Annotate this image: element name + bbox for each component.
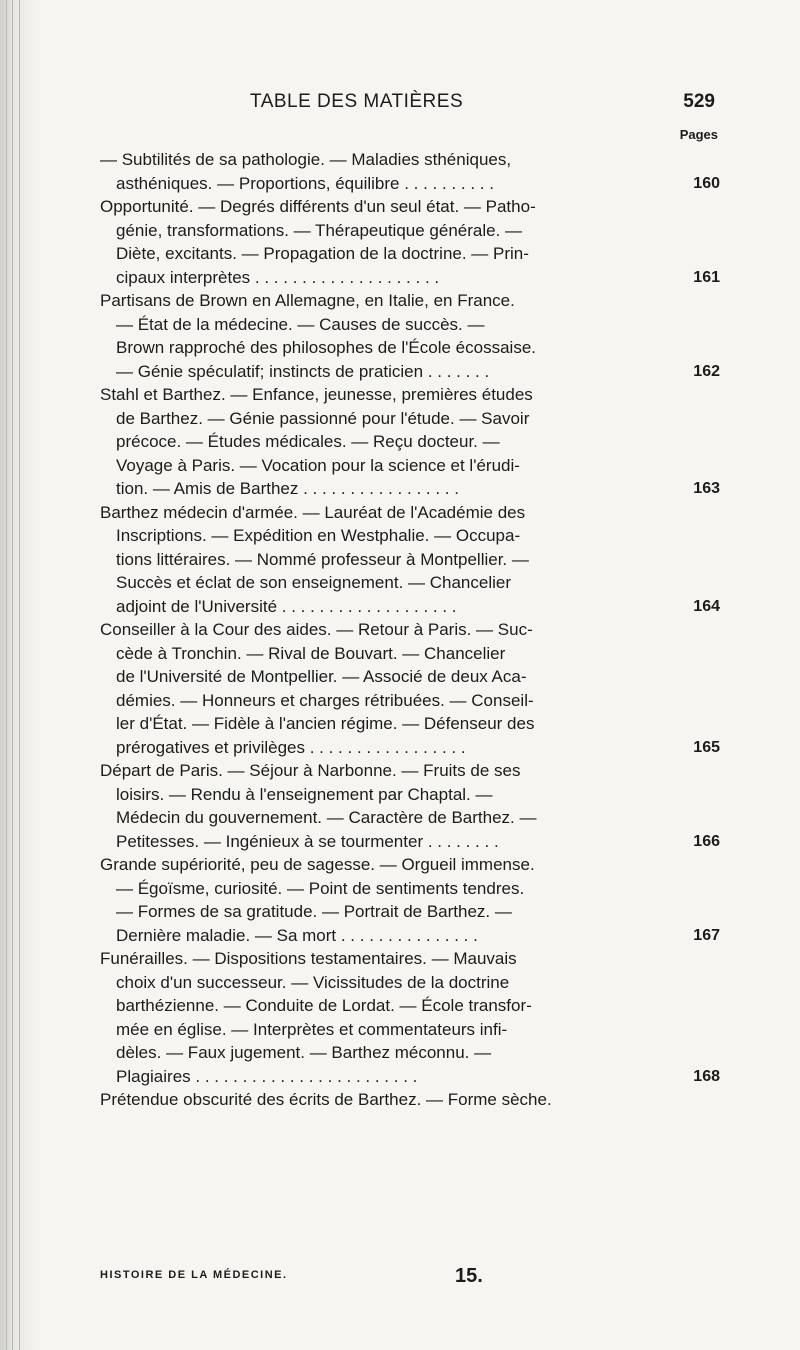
toc-entry-line: Inscriptions. — Expédition en Westphalie. — Occupa- [116, 526, 521, 545]
toc-page-number: 163 [693, 480, 720, 497]
toc-entry [100, 759, 720, 853]
header-page-number: 529 [683, 91, 715, 112]
toc-page-number: 166 [693, 832, 720, 850]
toc-page-number: 167 [693, 926, 720, 944]
toc-entry-line: génie, transformations. — Thérapeutique générale. — [116, 220, 523, 240]
toc-entry-line: Grande supériorité, peu de sagesse. — Orgueil immense. [100, 855, 535, 874]
toc-page-number: 160 [693, 174, 720, 192]
toc-trailing-line: Prétendue obscurité des écrits de Barthez. — Forme sèche. [100, 1090, 552, 1109]
toc-entry-line: cède à Tronchin. — Rival de Bouvart. — Chancelier [116, 643, 506, 663]
toc-page-number: 164 [693, 597, 720, 615]
toc-entry-line: démies. — Honneurs et charges rétribuées. — Conseil- [116, 690, 534, 710]
page-footer [100, 1265, 720, 1295]
page-edge-line [19, 0, 20, 1350]
toc-entry-line: précoce. — Études médicales. — Reçu docteur. — [116, 432, 500, 451]
toc-page-number: 161 [693, 268, 720, 286]
page-edge-line [12, 0, 13, 1350]
table-of-contents [100, 148, 720, 1112]
toc-entry-line: Diète, excitants. — Propagation de la doctrine. — Prin- [116, 244, 529, 263]
toc-entry-line: Départ de Paris. — Séjour à Narbonne. — Fruits de ses [100, 761, 521, 780]
toc-entry-line: Opportunité. — Degrés différents d'un seul état. — Patho- [100, 197, 536, 216]
toc-entry-line: — Génie spéculatif; instincts de praticien . . . . . . . [116, 361, 490, 381]
toc-entry-line: Plagiaires . . . . . . . . . . . . . . . . . . . . . . . . [116, 1066, 418, 1086]
toc-entry-line: — Subtilités de sa pathologie. — Maladies sthéniques, [100, 150, 512, 169]
toc-entry-line: tions littéraires. — Nommé professeur à Montpellier. — [116, 549, 529, 569]
toc-entry-line: Voyage à Paris. — Vocation pour la science et l'érudi- [116, 455, 520, 475]
toc-entry-line: Barthez médecin d'armée. — Lauréat de l'Académie des [100, 502, 526, 522]
toc-entry [100, 618, 720, 759]
toc-entry [100, 947, 720, 1088]
toc-entry-line: tion. — Amis de Barthez . . . . . . . . . . . . . . . . . [116, 479, 459, 498]
toc-entry-line: asthéniques. — Proportions, équilibre . . . . . . . . . . [116, 173, 494, 193]
toc-page-number: 168 [693, 1067, 720, 1085]
toc-entry-line: — État de la médecine. — Causes de succès. — [116, 314, 485, 334]
toc-entry-line: Succès et éclat de son enseignement. — Chancelier [116, 573, 512, 592]
toc-entry-line: de l'Université de Montpellier. — Associé de deux Aca- [116, 667, 527, 686]
toc-entry-line: loisirs. — Rendu à l'enseignement par Chaptal. — [116, 784, 493, 804]
header-title: TABLE DES MATIÈRES [250, 91, 464, 112]
toc-entry-line: — Égoïsme, curiosité. — Point de sentiments tendres. [116, 878, 525, 898]
toc-entry [100, 195, 720, 289]
toc-entry-line: prérogatives et privilèges . . . . . . . . . . . . . . . . . [116, 737, 466, 757]
page-edge-line [6, 0, 7, 1350]
toc-page-number: 162 [693, 362, 720, 380]
toc-entry-line: ler d'État. — Fidèle à l'ancien régime. — Défenseur des [116, 714, 535, 733]
toc-entry-line: — Formes de sa gratitude. — Portrait de Barthez. — [116, 902, 512, 921]
toc-entry-line: Stahl et Barthez. — Enfance, jeunesse, premières études [100, 385, 533, 404]
sheet-number: 15. [455, 1265, 483, 1287]
toc-entry-line: cipaux interprètes . . . . . . . . . . . . . . . . . . . . [116, 267, 440, 287]
toc-entry [100, 289, 720, 383]
toc-entry-line: choix d'un successeur. — Vicissitudes de la doctrine [116, 972, 510, 992]
running-header [100, 91, 715, 121]
pages-column-label: Pages [679, 127, 718, 142]
toc-entry [100, 148, 720, 195]
toc-entry-line: adjoint de l'Université . . . . . . . . . . . . . . . . . . . [116, 596, 457, 616]
toc-entry [100, 383, 720, 501]
toc-entry-line: de Barthez. — Génie passionné pour l'étude. — Savoir [116, 408, 530, 428]
toc-entry [100, 501, 720, 619]
toc-entry-line: Conseiller à la Cour des aides. — Retour à Paris. — Suc- [100, 620, 533, 639]
toc-entry-line: Petitesses. — Ingénieux à se tourmenter . . . . . . . . [116, 831, 499, 851]
toc-entry-line: Partisans de Brown en Allemagne, en Italie, en France. [100, 291, 515, 310]
toc-entry [100, 853, 720, 947]
toc-entry-line: Funérailles. — Dispositions testamentaires. — Mauvais [100, 949, 517, 968]
toc-entry-line: mée en église. — Interprètes et commentateurs infi- [116, 1019, 508, 1039]
toc-entry-line: barthézienne. — Conduite de Lordat. — École transfor- [116, 996, 532, 1015]
toc-page-number: 165 [693, 738, 720, 756]
printer-signature: HISTOIRE DE LA MÉDECINE. [100, 1269, 288, 1281]
toc-entry-line: Dernière maladie. — Sa mort . . . . . . . . . . . . . . . [116, 925, 478, 945]
toc-entry-line: Médecin du gouvernement. — Caractère de Barthez. — [116, 808, 537, 827]
toc-entry-line: dèles. — Faux jugement. — Barthez méconnu. — [116, 1043, 492, 1062]
page-edge-shadow [0, 0, 40, 1350]
toc-entry-line: Brown rapproché des philosophes de l'École écossaise. [116, 338, 536, 357]
